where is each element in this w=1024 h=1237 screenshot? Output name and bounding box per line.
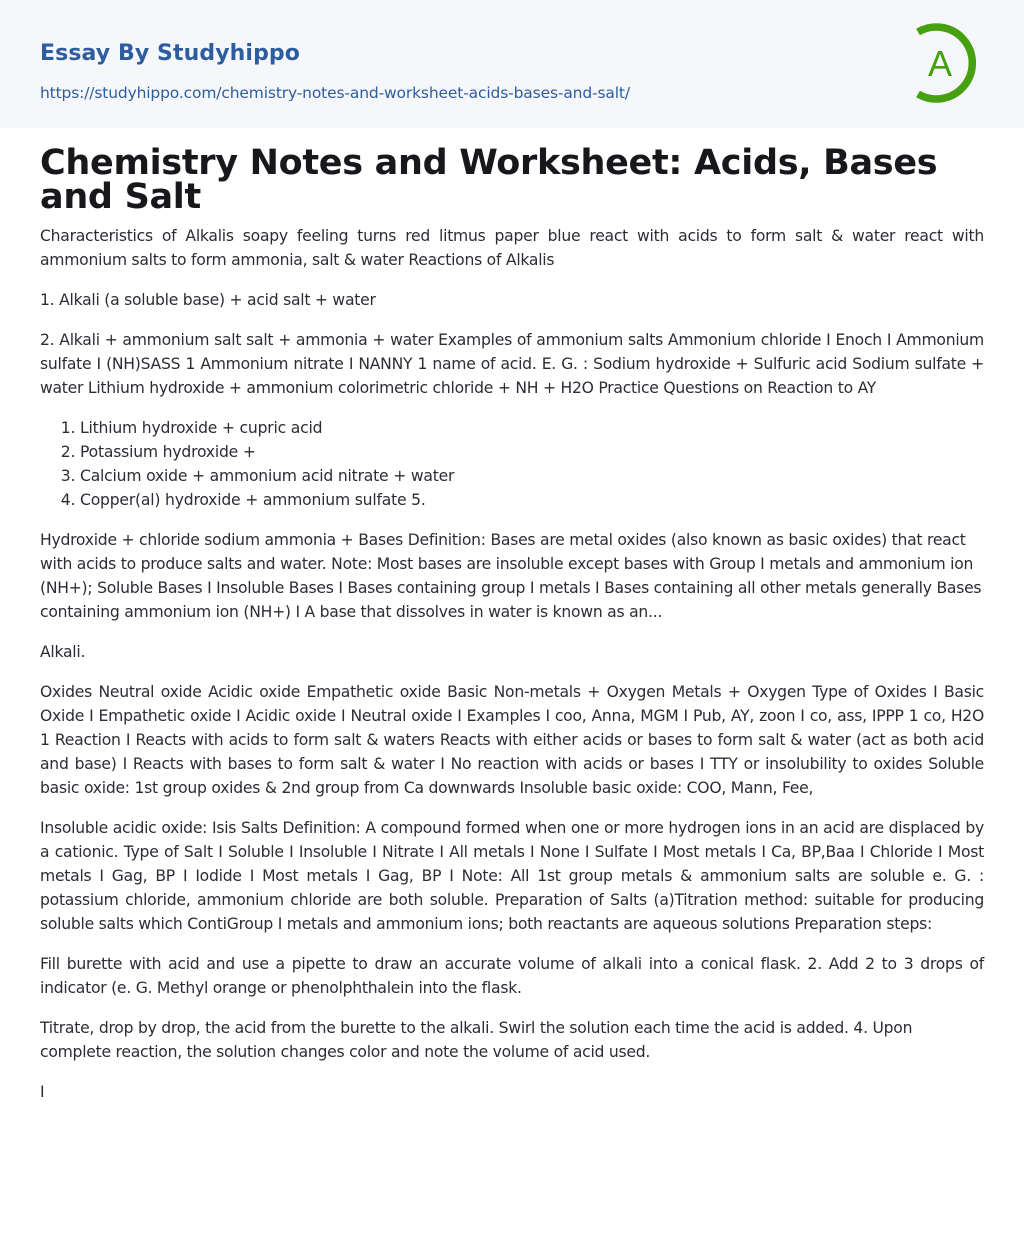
paragraph: 2. Alkali + ammonium salt salt + ammonia + water Examples of ammonium salts Ammonium chloride I Enoch I Ammonium sulfate I (NH)SASS 1 Ammonium nitrate I NANNY 1 name of acid. E. G. : Sodium hydroxide + Sulfuric acid Sodium sulfate + water Lithium hydroxide + ammonium colorimetric chloride + NH + H2O Practice Questions on Reaction to AY xyxy=(40,331,984,397)
list-item: 4. Copper(al) hydroxide + ammonium sulfate 5. xyxy=(80,488,984,512)
logo-letter: A xyxy=(927,43,953,84)
studyhippo-a-logo-icon[interactable] xyxy=(910,18,990,108)
page-title: Chemistry Notes and Worksheet: Acids, Bases and Salt xyxy=(40,143,938,217)
list-item: 2. Potassium hydroxide + xyxy=(80,440,984,464)
paragraph: Characteristics of Alkalis soapy feeling turns red litmus paper blue react with acids to form salt & water react with ammonium salts to form ammonia, salt & water Reactions of Alkalis xyxy=(40,227,984,269)
brand-title: Essay By Studyhippo xyxy=(40,41,300,66)
site-header xyxy=(0,0,1024,128)
paragraph: Insoluble acidic oxide: Isis Salts Definition: A compound formed when one or more hydrogen ions in an acid are displaced by a cationic. Type of Salt I Soluble I Insoluble I Nitrate I All metals I None I Sulfate I Most metals I Ca, BP,Baa I Chloride I Most metals I Gag, BP I Iodide I Most metals I Gag, BP I Note: All 1st group metals & ammonium salts are soluble e. G. : potassium chloride, ammonium chloride are both soluble. Preparation of Salts (a)Titration method: suitable for producing soluble salts which ContiGroup I metals and ammonium ions; both reactants are aqueous solutions Preparation steps: xyxy=(40,819,984,933)
practice-questions-list xyxy=(40,416,984,512)
list-item: 3. Calcium oxide + ammonium acid nitrate + water xyxy=(80,464,984,488)
paragraph: I xyxy=(40,1083,45,1101)
paragraph: 1. Alkali (a soluble base) + acid salt + water xyxy=(40,291,376,309)
list-item: 1. Lithium hydroxide + cupric acid xyxy=(80,416,984,440)
paragraph: Hydroxide + chloride sodium ammonia + Bases Definition: Bases are metal oxides (also known as basic oxides) that react with acids to produce salts and water. Note: Most bases are insoluble except bases with Group I metals and ammonium ion (NH+); Soluble Bases I Insoluble Bases I Bases containing group I metals I Bases containing all other metals generally Bases containing ammonium ion (NH+) I A base that dissolves in water is known as an... xyxy=(40,531,982,621)
paragraph: Fill burette with acid and use a pipette to draw an accurate volume of alkali into a conical flask. 2. Add 2 to 3 drops of indicator (e. G. Methyl orange or phenolphthalein into the flask. xyxy=(40,955,984,997)
paragraph: Alkali. xyxy=(40,643,86,661)
source-url-link[interactable]: https://studyhippo.com/chemistry-notes-and-worksheet-acids-bases-and-salt/ xyxy=(40,84,630,102)
paragraph: Titrate, drop by drop, the acid from the burette to the alkali. Swirl the solution each time the acid is added. 4. Upon complete reaction, the solution changes color and note the volume of acid used. xyxy=(40,1019,913,1061)
paragraph: Oxides Neutral oxide Acidic oxide Empathetic oxide Basic Non-metals + Oxygen Metals + Oxygen Type of Oxides I Basic Oxide I Empathetic oxide I Acidic oxide I Neutral oxide I Examples I coo, Anna, MGM I Pub, AY, zoon I co, ass, IPPP 1 co, H2O 1 Reaction I Reacts with acids to form salt & waters Reacts with either acids or bases to form salt & water (act as both acid and base) I Reacts with bases to form salt & water I No reaction with acids or bases I TTY or insolubility to oxides Soluble basic oxide: 1st group oxides & 2nd group from Ca downwards Insoluble basic oxide: COO, Mann, Fee, xyxy=(40,683,984,797)
article-content xyxy=(0,128,1024,1160)
